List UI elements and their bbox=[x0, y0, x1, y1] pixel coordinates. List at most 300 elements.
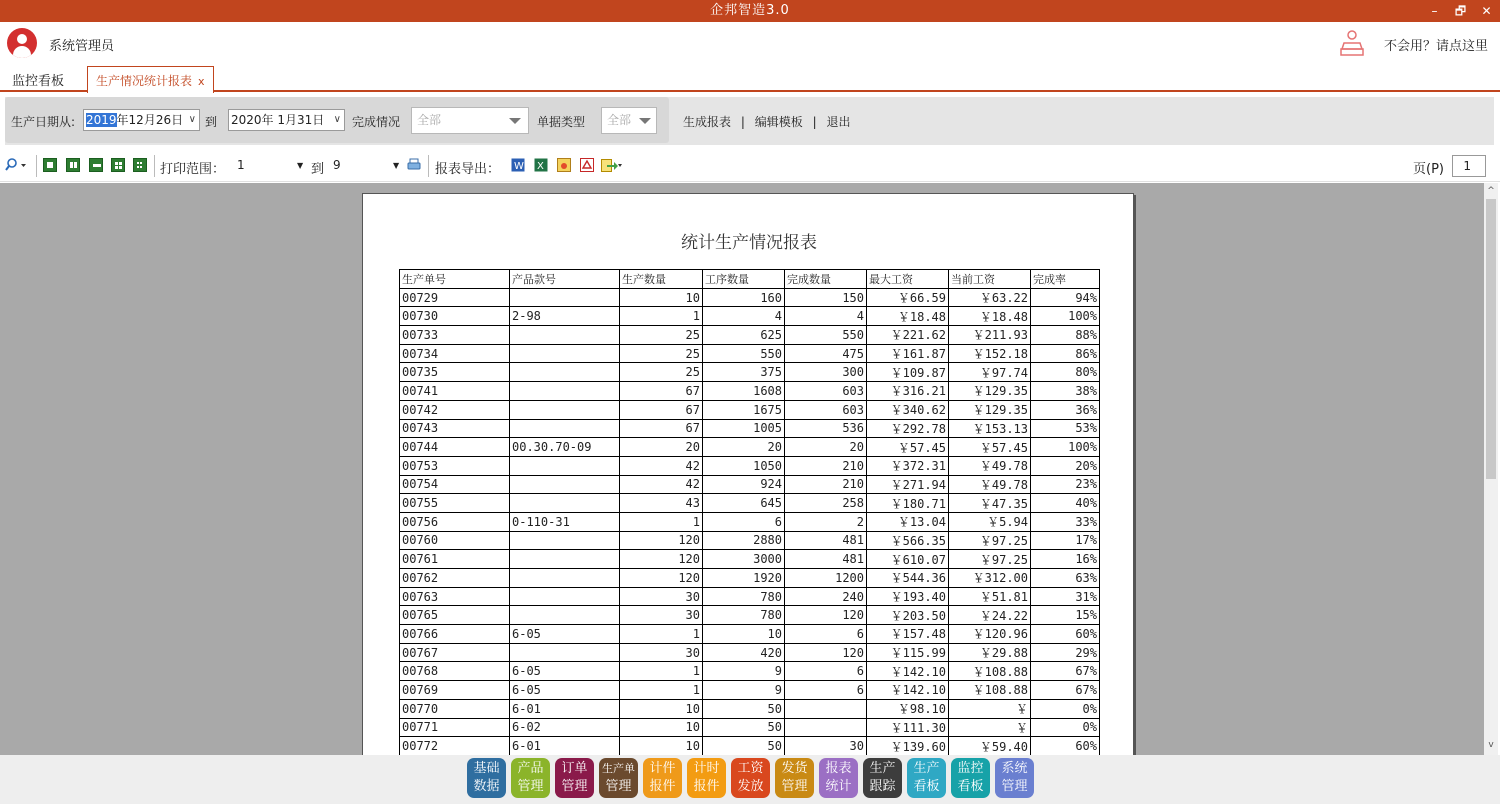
table-cell: 780 bbox=[703, 587, 785, 606]
table-cell: ￥108.88 bbox=[949, 681, 1031, 700]
print-range-label: 打印范围： bbox=[160, 162, 226, 177]
user-avatar-icon[interactable] bbox=[7, 28, 37, 58]
table-cell: 42 bbox=[620, 456, 703, 475]
print-range-to-label: 到 bbox=[311, 162, 325, 177]
pdf-export-icon[interactable] bbox=[580, 158, 594, 172]
table-cell: 25 bbox=[620, 326, 703, 345]
user-bar bbox=[0, 22, 1500, 64]
four-page-icon[interactable] bbox=[111, 158, 125, 172]
table-cell: ￥51.81 bbox=[949, 587, 1031, 606]
table-cell: 6 bbox=[785, 662, 867, 681]
table-cell: 00734 bbox=[400, 344, 510, 363]
table-cell: 67 bbox=[620, 382, 703, 401]
dock-button-6[interactable] bbox=[731, 758, 770, 798]
dropdown-arrow-icon[interactable]: ▼ bbox=[297, 161, 304, 170]
status-label: 完成情况 bbox=[352, 115, 401, 129]
table-row bbox=[400, 307, 1100, 326]
table-cell: ￥115.99 bbox=[867, 643, 949, 662]
filter-bar bbox=[5, 97, 1494, 145]
table-cell: ￥97.25 bbox=[949, 550, 1031, 569]
export-more-icon[interactable] bbox=[601, 158, 623, 172]
table-cell: 20 bbox=[620, 438, 703, 457]
table-cell: ￥193.40 bbox=[867, 587, 949, 606]
table-cell: ￥211.93 bbox=[949, 326, 1031, 345]
window-titlebar bbox=[0, 0, 1500, 22]
dock-button-line2: 管理 bbox=[605, 779, 632, 794]
dock-button-line2: 管理 bbox=[517, 779, 544, 794]
table-cell: 60% bbox=[1031, 737, 1100, 755]
table-cell: 120 bbox=[620, 550, 703, 569]
table-cell: ￥66.59 bbox=[867, 288, 949, 307]
table-cell: ￥292.78 bbox=[867, 419, 949, 438]
dock-button-11[interactable] bbox=[951, 758, 990, 798]
dock-button-line1: 计时 bbox=[693, 761, 720, 776]
table-cell: ￥340.62 bbox=[867, 400, 949, 419]
date-to-label: 到 bbox=[205, 115, 218, 129]
table-cell: 16% bbox=[1031, 550, 1100, 569]
table-cell bbox=[510, 326, 620, 345]
dock-button-7[interactable] bbox=[775, 758, 814, 798]
table-cell: 10 bbox=[620, 699, 703, 718]
image-export-icon[interactable] bbox=[557, 158, 571, 172]
dock-button-0[interactable] bbox=[467, 758, 506, 798]
table-cell: ￥49.78 bbox=[949, 456, 1031, 475]
table-cell: ￥142.10 bbox=[867, 662, 949, 681]
dock-button-line1: 生产单 bbox=[602, 762, 635, 775]
table-cell: 25 bbox=[620, 344, 703, 363]
table-cell: 00756 bbox=[400, 512, 510, 531]
table-cell: ￥161.87 bbox=[867, 344, 949, 363]
table-cell: ￥63.22 bbox=[949, 288, 1031, 307]
single-page-icon[interactable] bbox=[43, 158, 57, 172]
table-cell: 1 bbox=[620, 662, 703, 681]
table-cell bbox=[510, 456, 620, 475]
table-cell: 15% bbox=[1031, 606, 1100, 625]
window-title: 企邦智造3.0 bbox=[710, 3, 790, 18]
dock-button-8[interactable] bbox=[819, 758, 858, 798]
dock-button-line1: 发货 bbox=[781, 761, 808, 776]
report-preview-area bbox=[0, 183, 1484, 755]
table-cell: 00741 bbox=[400, 382, 510, 401]
exit-link[interactable]: 退出 bbox=[826, 115, 851, 129]
table-cell: ￥18.48 bbox=[949, 307, 1031, 326]
table-cell: 60% bbox=[1031, 625, 1100, 644]
table-cell: 0-110-31 bbox=[510, 512, 620, 531]
dock-button-line1: 工资 bbox=[737, 761, 764, 776]
table-cell bbox=[510, 419, 620, 438]
dock-button-9[interactable] bbox=[863, 758, 902, 798]
table-cell: 42 bbox=[620, 475, 703, 494]
table-cell: 6-01 bbox=[510, 699, 620, 718]
table-cell: ￥47.35 bbox=[949, 494, 1031, 513]
table-cell bbox=[510, 550, 620, 569]
table-cell: 00763 bbox=[400, 587, 510, 606]
table-cell: ￥142.10 bbox=[867, 681, 949, 700]
table-cell: ￥24.22 bbox=[949, 606, 1031, 625]
report-table bbox=[399, 269, 1100, 755]
table-cell: 10 bbox=[620, 718, 703, 737]
table-cell: 38% bbox=[1031, 382, 1100, 401]
dock-button-line1: 监控 bbox=[957, 761, 984, 776]
table-cell: 00744 bbox=[400, 438, 510, 457]
table-cell: 645 bbox=[703, 494, 785, 513]
table-cell: 00743 bbox=[400, 419, 510, 438]
table-cell bbox=[510, 400, 620, 419]
table-cell: 1675 bbox=[703, 400, 785, 419]
table-cell: 420 bbox=[703, 643, 785, 662]
dock-button-10[interactable] bbox=[907, 758, 946, 798]
table-cell: ￥129.35 bbox=[949, 400, 1031, 419]
date-from-picker[interactable] bbox=[83, 109, 200, 131]
chevron-down-icon[interactable]: ∨ bbox=[333, 114, 341, 125]
generate-report-link[interactable]: 生成报表 bbox=[683, 115, 732, 129]
table-cell: 00771 bbox=[400, 718, 510, 737]
table-cell: 00766 bbox=[400, 625, 510, 644]
table-cell: 9 bbox=[703, 681, 785, 700]
toolbar-divider bbox=[428, 155, 429, 177]
page-number-value: 1 bbox=[1463, 159, 1471, 173]
dock-button-line2: 报件 bbox=[649, 779, 676, 794]
link-separator: | bbox=[740, 115, 745, 129]
table-row bbox=[400, 326, 1100, 345]
table-cell: 240 bbox=[785, 587, 867, 606]
table-cell: ￥312.00 bbox=[949, 569, 1031, 588]
table-row bbox=[400, 456, 1100, 475]
table-cell: 00730 bbox=[400, 307, 510, 326]
dock-button-line1: 报表 bbox=[825, 761, 852, 776]
table-cell: 25 bbox=[620, 363, 703, 382]
table-cell: 00754 bbox=[400, 475, 510, 494]
table-cell: ￥18.48 bbox=[867, 307, 949, 326]
dropdown-arrow-icon[interactable]: ▼ bbox=[393, 161, 400, 170]
col-header: 生产数量 bbox=[620, 270, 703, 289]
table-cell: 481 bbox=[785, 550, 867, 569]
dock-button-line1: 系统 bbox=[1001, 761, 1028, 776]
table-cell: 67 bbox=[620, 400, 703, 419]
tab-close-icon[interactable]: x bbox=[198, 75, 205, 88]
zoom-icon[interactable] bbox=[5, 158, 27, 172]
table-cell: 300 bbox=[785, 363, 867, 382]
word-export-icon[interactable] bbox=[511, 158, 525, 172]
table-row bbox=[400, 718, 1100, 737]
two-page-icon[interactable] bbox=[66, 158, 80, 172]
table-cell: 30 bbox=[620, 587, 703, 606]
svg-text:X: X bbox=[537, 161, 544, 172]
table-cell: 30 bbox=[620, 606, 703, 625]
dock-button-line2: 看板 bbox=[913, 779, 940, 794]
doc-type-value: 全部 bbox=[607, 113, 632, 127]
chevron-down-icon[interactable]: ∨ bbox=[188, 114, 196, 125]
table-cell bbox=[510, 531, 620, 550]
table-cell: 9 bbox=[703, 662, 785, 681]
scroll-up-icon[interactable]: ^ bbox=[1487, 186, 1495, 196]
dock-button-4[interactable] bbox=[643, 758, 682, 798]
table-row bbox=[400, 625, 1100, 644]
table-cell: 625 bbox=[703, 326, 785, 345]
table-cell: ￥109.87 bbox=[867, 363, 949, 382]
print-icon[interactable] bbox=[406, 158, 422, 172]
restore-button[interactable]: 🗗 bbox=[1454, 4, 1468, 18]
table-cell: 20 bbox=[703, 438, 785, 457]
user-name: 系统管理员 bbox=[49, 39, 115, 54]
table-row bbox=[400, 587, 1100, 606]
minimize-button[interactable]: – bbox=[1431, 4, 1439, 18]
table-cell: 6 bbox=[785, 625, 867, 644]
table-cell: 50 bbox=[703, 718, 785, 737]
table-cell bbox=[510, 288, 620, 307]
table-cell: 603 bbox=[785, 382, 867, 401]
table-cell: 2 bbox=[785, 512, 867, 531]
svg-text:W: W bbox=[514, 161, 524, 172]
table-row bbox=[400, 550, 1100, 569]
help-desk-icon[interactable] bbox=[1339, 29, 1365, 57]
table-cell: 10 bbox=[703, 625, 785, 644]
table-cell: 100% bbox=[1031, 438, 1100, 457]
table-cell bbox=[510, 494, 620, 513]
table-cell: ￥59.40 bbox=[949, 737, 1031, 755]
table-cell: 0% bbox=[1031, 699, 1100, 718]
table-cell: 3000 bbox=[703, 550, 785, 569]
table-cell: 481 bbox=[785, 531, 867, 550]
report-title: 统计生产情况报表 bbox=[681, 233, 817, 253]
dock-button-line2: 跟踪 bbox=[869, 779, 896, 794]
table-cell: 6-05 bbox=[510, 681, 620, 700]
table-row bbox=[400, 531, 1100, 550]
table-cell: 63% bbox=[1031, 569, 1100, 588]
date-from-rest: 年12月26日 bbox=[116, 113, 184, 127]
table-cell: ￥57.45 bbox=[867, 438, 949, 457]
table-cell: ￥129.35 bbox=[949, 382, 1031, 401]
dock-button-line1: 生产 bbox=[913, 761, 940, 776]
table-row bbox=[400, 363, 1100, 382]
table-cell: ￥544.36 bbox=[867, 569, 949, 588]
table-cell: ￥49.78 bbox=[949, 475, 1031, 494]
dock-button-2[interactable] bbox=[555, 758, 594, 798]
table-row bbox=[400, 438, 1100, 457]
link-separator: | bbox=[812, 115, 817, 129]
table-cell: ￥221.62 bbox=[867, 326, 949, 345]
table-cell: 120 bbox=[620, 531, 703, 550]
dock-button-line2: 统计 bbox=[825, 779, 852, 794]
table-cell: 550 bbox=[703, 344, 785, 363]
table-row bbox=[400, 569, 1100, 588]
dock-button-line1: 计件 bbox=[649, 761, 676, 776]
date-from-label: 生产日期从: bbox=[11, 115, 76, 129]
table-cell bbox=[510, 344, 620, 363]
table-row bbox=[400, 475, 1100, 494]
table-row bbox=[400, 699, 1100, 718]
table-cell: 00767 bbox=[400, 643, 510, 662]
table-cell: 475 bbox=[785, 344, 867, 363]
table-cell: 33% bbox=[1031, 512, 1100, 531]
col-header: 工序数量 bbox=[703, 270, 785, 289]
table-cell: 17% bbox=[1031, 531, 1100, 550]
table-cell bbox=[510, 643, 620, 662]
table-cell bbox=[785, 699, 867, 718]
vertical-scrollbar[interactable] bbox=[1484, 183, 1498, 755]
table-cell bbox=[510, 475, 620, 494]
table-cell: ￥120.96 bbox=[949, 625, 1031, 644]
table-cell: 4 bbox=[703, 307, 785, 326]
table-cell: 00762 bbox=[400, 569, 510, 588]
table-row bbox=[400, 288, 1100, 307]
table-cell: 00729 bbox=[400, 288, 510, 307]
multi-page-icon[interactable] bbox=[133, 158, 147, 172]
table-cell: 30 bbox=[620, 643, 703, 662]
table-cell: 1608 bbox=[703, 382, 785, 401]
table-cell: 10 bbox=[620, 288, 703, 307]
table-cell: ￥316.21 bbox=[867, 382, 949, 401]
table-cell: ￥157.48 bbox=[867, 625, 949, 644]
module-dock bbox=[0, 755, 1500, 804]
date-from-year: 2019 bbox=[86, 113, 117, 127]
table-cell: 00742 bbox=[400, 400, 510, 419]
wide-page-icon[interactable] bbox=[89, 158, 103, 172]
table-cell: 00770 bbox=[400, 699, 510, 718]
table-cell: 67 bbox=[620, 419, 703, 438]
excel-export-icon[interactable] bbox=[534, 158, 548, 172]
toolbar-divider bbox=[154, 155, 155, 177]
table-cell: 1 bbox=[620, 625, 703, 644]
table-cell: 150 bbox=[785, 288, 867, 307]
table-cell: 94% bbox=[1031, 288, 1100, 307]
print-range-to[interactable]: 9 bbox=[333, 158, 341, 172]
edit-template-link[interactable]: 编辑模板 bbox=[754, 115, 803, 129]
table-cell: 67% bbox=[1031, 681, 1100, 700]
table-cell: 1 bbox=[620, 307, 703, 326]
tab-bar bbox=[0, 64, 1500, 92]
dropdown-arrow-icon bbox=[639, 118, 651, 124]
table-cell: 53% bbox=[1031, 419, 1100, 438]
table-cell: ￥97.74 bbox=[949, 363, 1031, 382]
table-row bbox=[400, 681, 1100, 700]
table-cell: ￥180.71 bbox=[867, 494, 949, 513]
doc-type-select[interactable] bbox=[601, 107, 657, 134]
status-value: 全部 bbox=[417, 113, 442, 127]
filter-panel bbox=[5, 97, 669, 143]
table-cell: 6-05 bbox=[510, 662, 620, 681]
table-cell: 210 bbox=[785, 456, 867, 475]
print-range-from[interactable]: 1 bbox=[237, 158, 245, 172]
dock-button-line2: 发放 bbox=[737, 779, 764, 794]
table-cell: 00760 bbox=[400, 531, 510, 550]
dock-button-line1: 订单 bbox=[561, 761, 588, 776]
table-cell: 20% bbox=[1031, 456, 1100, 475]
table-cell: 1 bbox=[620, 512, 703, 531]
table-row bbox=[400, 512, 1100, 531]
dock-button-line1: 生产 bbox=[869, 761, 896, 776]
table-cell: ￥98.10 bbox=[867, 699, 949, 718]
scrollbar-thumb[interactable] bbox=[1486, 199, 1496, 479]
table-cell: 924 bbox=[703, 475, 785, 494]
dock-button-line2: 管理 bbox=[561, 779, 588, 794]
dock-button-5[interactable] bbox=[687, 758, 726, 798]
table-cell: 0% bbox=[1031, 718, 1100, 737]
table-row bbox=[400, 344, 1100, 363]
table-cell: 36% bbox=[1031, 400, 1100, 419]
tab-monitor-board[interactable]: 监控看板 bbox=[12, 74, 65, 89]
table-cell: ￥97.25 bbox=[949, 531, 1031, 550]
col-header: 完成数量 bbox=[785, 270, 867, 289]
table-cell: 40% bbox=[1031, 494, 1100, 513]
table-cell: 1005 bbox=[703, 419, 785, 438]
table-cell: 6-05 bbox=[510, 625, 620, 644]
action-links bbox=[683, 113, 856, 130]
dropdown-arrow-icon bbox=[509, 118, 521, 124]
table-cell: 2880 bbox=[703, 531, 785, 550]
col-header: 完成率 bbox=[1031, 270, 1100, 289]
page-label: 页(P) bbox=[1413, 162, 1444, 177]
export-label: 报表导出： bbox=[435, 162, 501, 177]
table-cell: ￥203.50 bbox=[867, 606, 949, 625]
table-row bbox=[400, 737, 1100, 755]
page-number-stepper[interactable] bbox=[1452, 155, 1486, 177]
table-cell: 1050 bbox=[703, 456, 785, 475]
dock-button-12[interactable] bbox=[995, 758, 1034, 798]
table-cell: 00755 bbox=[400, 494, 510, 513]
table-cell: 00769 bbox=[400, 681, 510, 700]
table-cell: ￥57.45 bbox=[949, 438, 1031, 457]
dock-button-3[interactable] bbox=[599, 758, 638, 798]
table-cell: ￥ bbox=[949, 699, 1031, 718]
table-cell: 4 bbox=[785, 307, 867, 326]
table-row bbox=[400, 643, 1100, 662]
table-cell: 80% bbox=[1031, 363, 1100, 382]
table-cell: 550 bbox=[785, 326, 867, 345]
status-select[interactable] bbox=[411, 107, 529, 134]
dock-button-line2: 管理 bbox=[1001, 779, 1028, 794]
doc-type-label: 单据类型 bbox=[537, 115, 586, 129]
scroll-down-icon[interactable]: v bbox=[1488, 740, 1494, 750]
table-row bbox=[400, 419, 1100, 438]
dock-button-line1: 产品 bbox=[517, 761, 544, 776]
dock-button-line2: 数据 bbox=[473, 779, 500, 794]
table-cell: 210 bbox=[785, 475, 867, 494]
table-cell: 30 bbox=[785, 737, 867, 755]
dock-button-line2: 报件 bbox=[693, 779, 720, 794]
table-cell: 00753 bbox=[400, 456, 510, 475]
toolbar-divider bbox=[36, 155, 37, 177]
dock-button-1[interactable] bbox=[511, 758, 550, 798]
table-cell: 6 bbox=[703, 512, 785, 531]
close-button[interactable]: ✕ bbox=[1481, 4, 1493, 18]
help-link[interactable]: 不会用？请点这里 bbox=[1383, 39, 1488, 54]
tab-production-report[interactable] bbox=[87, 66, 214, 93]
table-cell: 1920 bbox=[703, 569, 785, 588]
preview-toolbar bbox=[0, 150, 1500, 182]
table-cell: ￥108.88 bbox=[949, 662, 1031, 681]
date-to-picker[interactable] bbox=[228, 109, 345, 131]
table-cell: 536 bbox=[785, 419, 867, 438]
table-cell: ￥152.18 bbox=[949, 344, 1031, 363]
dock-button-line1: 基础 bbox=[473, 761, 500, 776]
table-cell: ￥566.35 bbox=[867, 531, 949, 550]
table-cell: 00768 bbox=[400, 662, 510, 681]
table-cell: 23% bbox=[1031, 475, 1100, 494]
table-cell: 780 bbox=[703, 606, 785, 625]
table-cell: 00733 bbox=[400, 326, 510, 345]
table-cell: 86% bbox=[1031, 344, 1100, 363]
col-header: 生产单号 bbox=[400, 270, 510, 289]
table-cell: 1 bbox=[620, 681, 703, 700]
table-cell: 50 bbox=[703, 737, 785, 755]
table-cell: 6 bbox=[785, 681, 867, 700]
table-cell: ￥ bbox=[949, 718, 1031, 737]
table-cell: 120 bbox=[785, 643, 867, 662]
table-cell: 100% bbox=[1031, 307, 1100, 326]
table-cell: 10 bbox=[620, 737, 703, 755]
table-cell: 43 bbox=[620, 494, 703, 513]
